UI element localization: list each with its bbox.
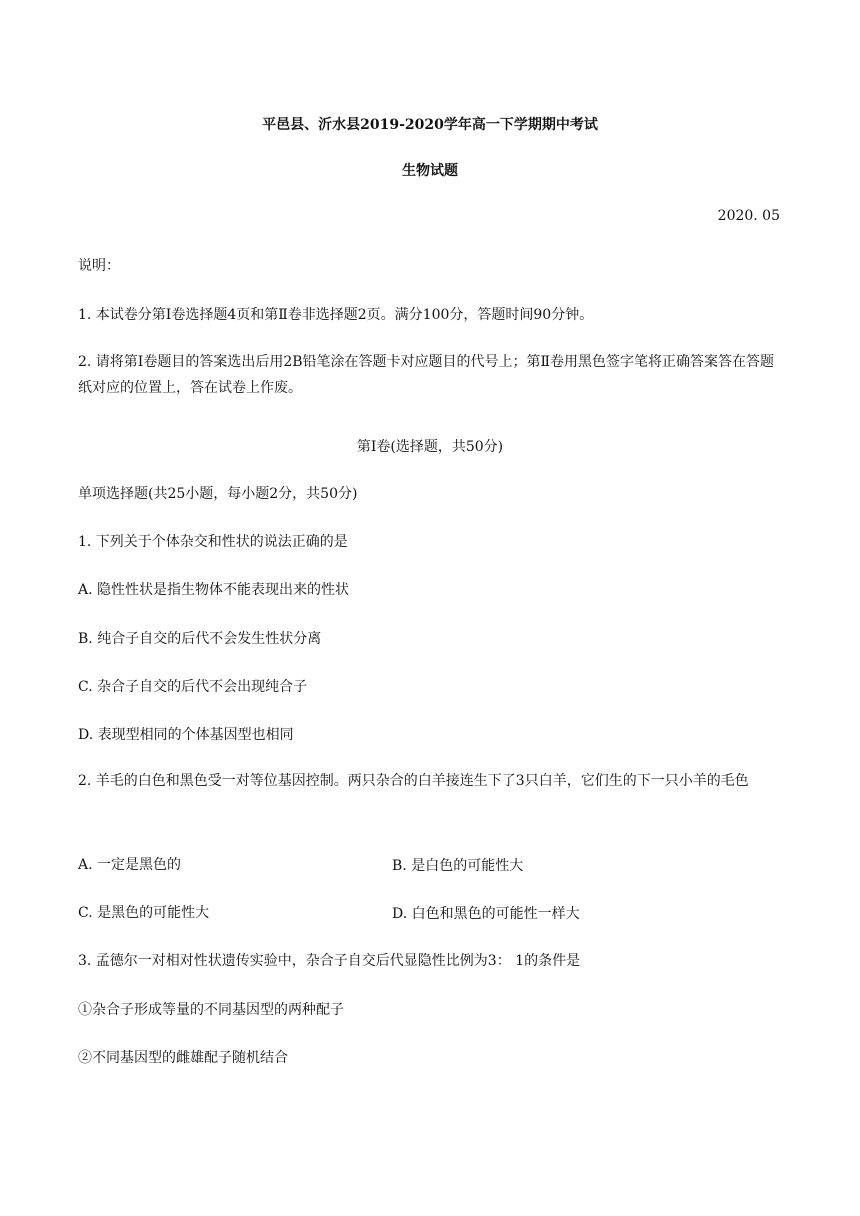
question-3-stem: 3. 孟德尔一对相对性状遗传实验中，杂合子自交后代显隐性比例为3： 1的条件是 — [78, 953, 581, 969]
question-2-option-c: C. 是黑色的可能性大 — [78, 905, 210, 921]
question-1-option-a: A. 隐性性状是指生物体不能表现出来的性状 — [78, 582, 350, 598]
instruction-item-2: 2. 请将第Ⅰ卷题目的答案选出后用2B铅笔涂在答题卡对应题目的代号上；第Ⅱ卷用黑色签字笔将正确答案答在答题纸对应的位置上，答在试卷上作废。 — [78, 354, 775, 396]
question-1-option-b: B. 纯合子自交的后代不会发生性状分离 — [78, 631, 322, 647]
question-2-stem: 2. 羊毛的白色和黑色受一对等位基因控制。两只杂合的白羊接连生下了3只白羊，它们生的下一只小羊的毛色 — [78, 773, 749, 789]
question-type-label: 单项选择题(共25小题，每小题2分，共50分) — [78, 486, 358, 502]
section-heading: 第Ⅰ卷(选择题，共50分) — [356, 439, 504, 455]
question-2-option-b: B. 是白色的可能性大 — [392, 858, 524, 874]
instruction-item-1: 1. 本试卷分第Ⅰ卷选择题4页和第Ⅱ卷非选择题2页。满分100分，答题时间90分钟。 — [78, 307, 594, 323]
question-2-option-a: A. 一定是黑色的 — [78, 857, 182, 873]
question-3-condition-2: ②不同基因型的雌雄配子随机结合 — [78, 1050, 288, 1066]
question-2-option-d: D. 白色和黑色的可能性一样大 — [392, 906, 580, 922]
question-1-option-d: D. 表现型相同的个体基因型也相同 — [78, 727, 294, 743]
exam-subtitle: 生物试题 — [402, 163, 458, 179]
question-3-condition-1: ①杂合子形成等量的不同基因型的两种配子 — [78, 1002, 344, 1018]
exam-title: 平邑县、沂水县2019-2020学年高一下学期期中考试 — [262, 117, 598, 133]
exam-date: 2020. 05 — [717, 208, 780, 224]
instructions-label: 说明： — [78, 258, 120, 274]
question-1-stem: 1. 下列关于个体杂交和性状的说法正确的是 — [78, 534, 348, 550]
question-1-option-c: C. 杂合子自交的后代不会出现纯合子 — [78, 679, 308, 695]
